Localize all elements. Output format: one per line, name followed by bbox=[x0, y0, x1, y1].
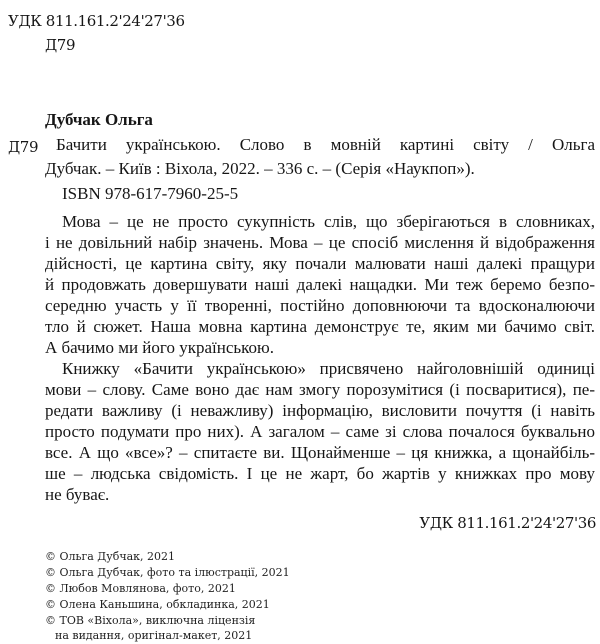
copyright-line: © Ольга Дубчак, фото та ілюстрації, 2021 bbox=[45, 566, 290, 579]
copyright-line: © Олена Каньшина, обкладинка, 2021 bbox=[45, 598, 270, 611]
bibliographic-title-line: Дубчак. – Київ : Віхола, 2022. – 336 с. – (Серія «Наукпоп»). bbox=[45, 159, 475, 178]
copyright-line: © Любов Мовлянова, фото, 2021 bbox=[45, 582, 236, 595]
udk-code-top: УДК 811.161.2'24'27'36 bbox=[8, 12, 185, 30]
bibliographic-title-line: Бачити українською. Слово в мовній картині світу / Ольга bbox=[56, 135, 595, 154]
annotation-line: все. А що «все»? – спитаєте ви. Щонайменше – ця книжка, а щонайбіль- bbox=[45, 443, 595, 462]
annotation-line: редати важливу (і неважливу) інформацію, висловити почуття (і навіть bbox=[45, 401, 595, 420]
annotation-line: і не довільний набір значень. Мова – це спосіб мислення й відображення bbox=[45, 233, 595, 252]
classification-code-entry: Д79 bbox=[8, 138, 39, 156]
annotation-line: середню участь у її творенні, постійно доповнюючи та вдосконалюючи bbox=[45, 296, 595, 315]
annotation-line: не буває. bbox=[45, 485, 110, 504]
annotation-line: Мова – це не просто сукупність слів, що зберігаються в словниках, bbox=[62, 212, 595, 231]
copyright-line: на видання, оригінал-макет, 2021 bbox=[55, 629, 253, 642]
copyright-line: © ТОВ «Віхола», виключна ліцензія bbox=[45, 614, 256, 627]
annotation-line: мови – слову. Саме воно дає нам змогу порозумітися (і посваритися), пе- bbox=[45, 380, 595, 399]
author-heading: Дубчак Ольга bbox=[45, 110, 153, 129]
annotation-line: Книжку «Бачити українською» присвячено найголовнішій одиниці bbox=[62, 359, 595, 378]
annotation-line: тло й сюжет. Наша мовна картина демонструє те, яким ми бачимо світ. bbox=[45, 317, 595, 336]
annotation-line: дійсності, це картина світу, яку почали малювати наші далекі пращури bbox=[45, 254, 595, 273]
udk-code-bottom: УДК 811.161.2'24'27'36 bbox=[419, 514, 596, 532]
annotation-line: й продовжать довершувати наші далекі нащадки. Ми теж беремо безпо- bbox=[45, 275, 595, 294]
annotation-line: просто подумати про них). А загалом – саме зі слова почалося буквально bbox=[45, 422, 595, 441]
classification-code-top: Д79 bbox=[45, 36, 76, 54]
copyright-line: © Ольга Дубчак, 2021 bbox=[45, 550, 176, 563]
annotation-line: А бачимо ми його українською. bbox=[45, 338, 274, 357]
isbn: ISBN 978-617-7960-25-5 bbox=[62, 184, 239, 203]
annotation-line: ше – людська свідомість. І це не жарт, бо жартів у книжках про мову bbox=[45, 464, 595, 483]
